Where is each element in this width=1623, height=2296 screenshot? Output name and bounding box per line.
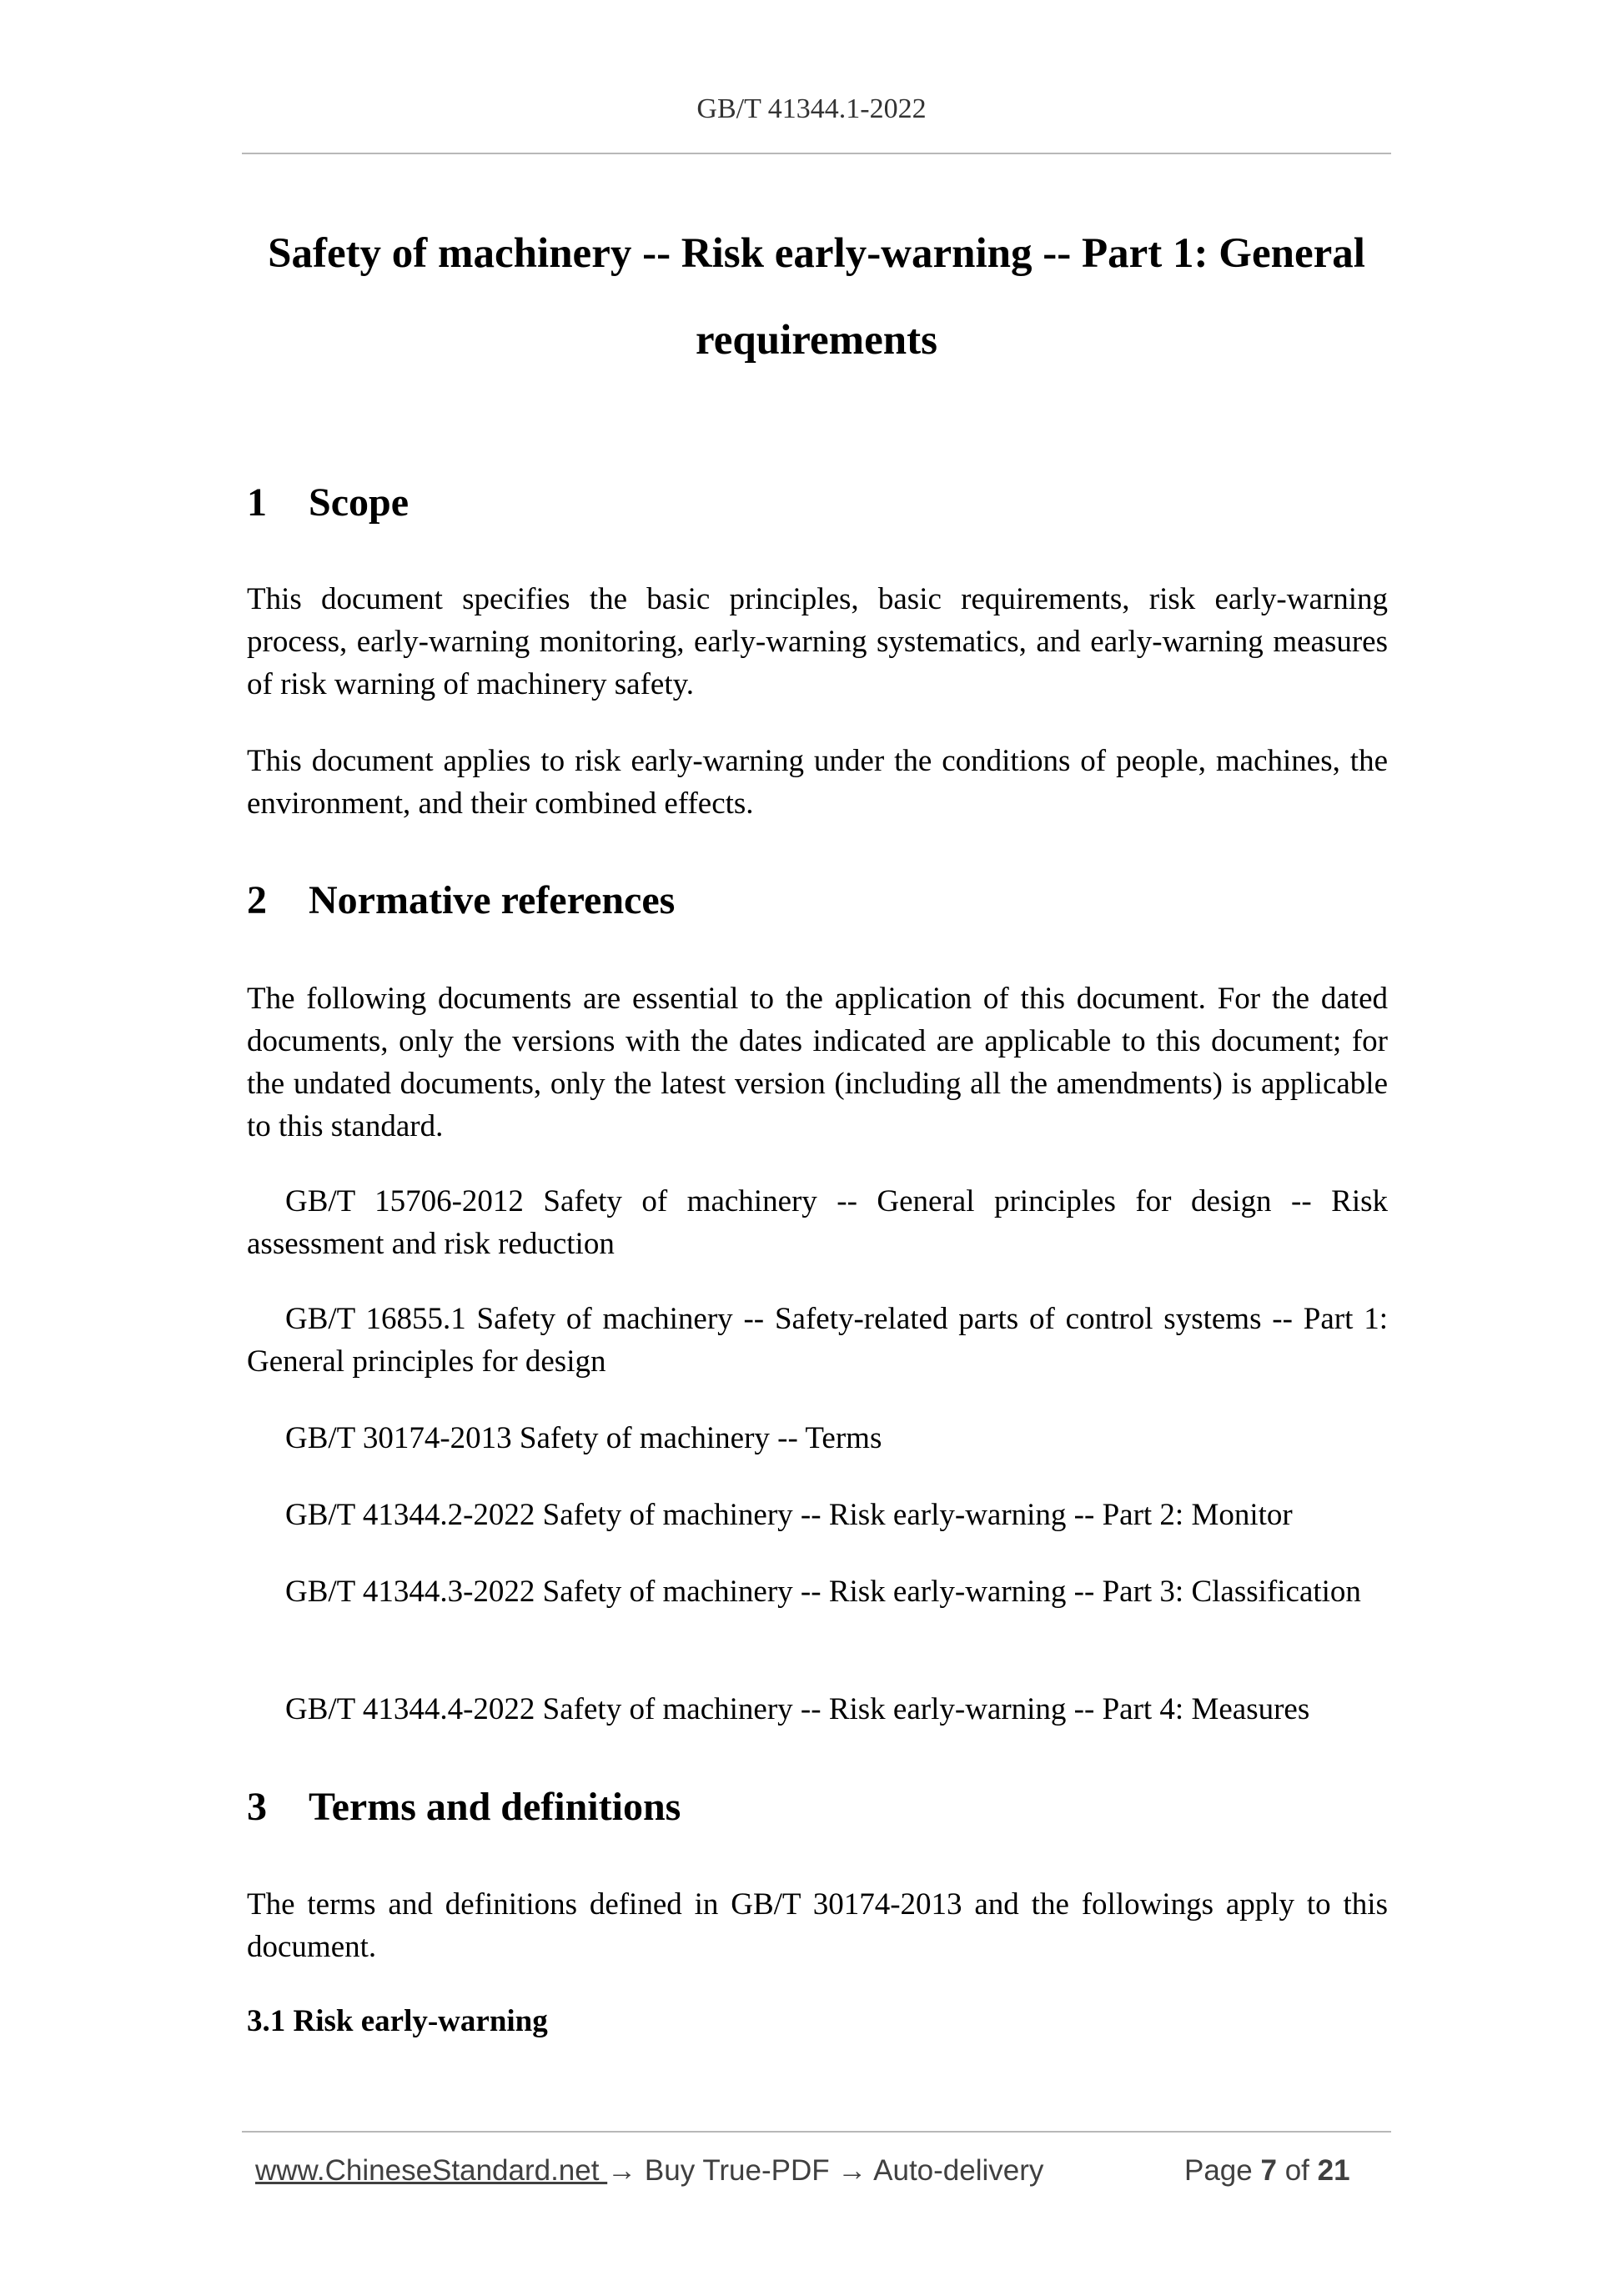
- reference-item: GB/T 41344.3-2022 Safety of machinery -- Risk early-warning -- Part 3: Classification: [285, 1575, 1361, 1609]
- terms-intro-paragraph: The terms and definitions defined in GB/T 30174-2013 and the followings apply to this document.: [247, 1887, 1388, 1964]
- arrow-right-icon: →: [837, 2154, 867, 2187]
- reference-item: GB/T 16855.1 Safety of machinery -- Safety-related parts of control systems -- Part 1: General principles for design: [247, 1302, 1388, 1379]
- footer-promo: [255, 2150, 1043, 2192]
- scope-paragraph-1: This document specifies the basic principles, basic requirements, risk early-warning process, early-warning monitoring, early-warning systematics, and early-warning measures of risk warning of machinery safety.: [247, 582, 1388, 701]
- scope-paragraph-2: This document applies to risk early-warning under the conditions of people, machines, the environment, and their combined effects.: [247, 744, 1388, 821]
- page-label: Page: [1184, 2154, 1253, 2187]
- footer-divider: [242, 2131, 1391, 2133]
- reference-item: GB/T 41344.2-2022 Safety of machinery -- Risk early-warning -- Part 2: Monitor: [285, 1498, 1293, 1532]
- section-number: 2: [247, 878, 267, 922]
- subsection-heading: 3.1 Risk early-warning: [247, 2004, 548, 2038]
- arrow-right-icon: →: [607, 2154, 637, 2187]
- current-page-number: 7: [1260, 2154, 1277, 2187]
- of-label: of: [1284, 2154, 1309, 2187]
- section-title: Scope: [309, 480, 409, 525]
- document-title: Safety of machinery -- Risk early-warning -- Part 1: General requirements: [268, 230, 1365, 364]
- section-number: 3: [247, 1785, 267, 1829]
- section-3-heading: [247, 1782, 681, 1832]
- delivery-text: Auto-delivery: [867, 2154, 1044, 2187]
- header-divider: [242, 153, 1391, 154]
- reference-item: GB/T 15706-2012 Safety of machinery -- General principles for design -- Risk assessment and risk reduction: [247, 1184, 1388, 1261]
- buy-text: Buy True-PDF: [636, 2154, 838, 2187]
- website-link[interactable]: www.ChineseStandard.net: [255, 2154, 608, 2187]
- section-title: Normative references: [309, 878, 676, 922]
- section-2-heading: [247, 876, 675, 926]
- total-pages-number: 21: [1317, 2154, 1350, 2187]
- section-number: 1: [247, 480, 267, 525]
- reference-item: GB/T 41344.4-2022 Safety of machinery -- Risk early-warning -- Part 4: Measures: [285, 1692, 1310, 1726]
- running-header: GB/T 41344.1-2022: [696, 93, 927, 124]
- normative-intro-paragraph: The following documents are essential to the application of this document. For the dated documents, only the versions with the dates indicated are applicable to this document; for the undated documents, only the latest version (including all the amendments) is applicable to this standard.: [247, 982, 1388, 1143]
- section-1-heading: [247, 478, 409, 528]
- section-title: Terms and definitions: [309, 1785, 681, 1829]
- reference-item: GB/T 30174-2013 Safety of machinery -- Terms: [285, 1421, 882, 1455]
- page-indicator: [1184, 2150, 1350, 2192]
